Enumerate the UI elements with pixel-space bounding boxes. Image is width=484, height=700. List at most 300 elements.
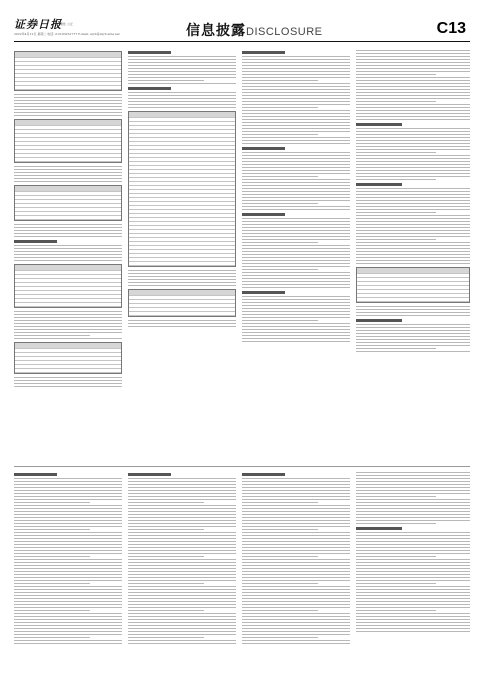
text-line <box>128 598 236 599</box>
text-line <box>356 589 470 590</box>
text-line <box>128 68 236 69</box>
text-line <box>14 178 122 179</box>
text-line <box>14 511 122 512</box>
subheading <box>356 319 402 322</box>
text-line <box>128 493 236 494</box>
text-line <box>242 610 318 611</box>
data-table <box>14 342 122 374</box>
text-line <box>14 625 122 626</box>
text-line <box>242 326 350 327</box>
text-line <box>14 314 122 315</box>
text-line <box>242 176 318 177</box>
text-line <box>242 218 350 219</box>
text-line <box>128 631 236 632</box>
page-number: C13 <box>436 20 466 37</box>
text-line <box>356 83 470 84</box>
text-line <box>128 544 236 545</box>
text-line <box>128 511 236 512</box>
text-line <box>356 559 470 560</box>
text-line <box>356 176 470 177</box>
text-line <box>356 568 470 569</box>
text-line <box>14 172 122 173</box>
text-line <box>242 499 350 500</box>
text-line <box>356 254 470 255</box>
text-line <box>356 484 470 485</box>
text-line <box>128 625 236 626</box>
text-line <box>14 94 122 95</box>
text-line <box>242 89 350 90</box>
text-line <box>356 173 470 174</box>
text-line <box>14 100 122 101</box>
text-line <box>128 95 236 96</box>
text-line <box>356 553 470 554</box>
text-line <box>242 637 318 638</box>
text-line <box>14 556 90 557</box>
text-line <box>356 616 470 617</box>
text-line <box>356 535 470 536</box>
text-line <box>14 254 122 255</box>
text-line <box>356 496 436 497</box>
text-line <box>356 538 470 539</box>
text-line <box>356 239 436 240</box>
text-line <box>242 496 350 497</box>
text-line <box>242 98 350 99</box>
text-line <box>356 215 470 216</box>
text-line <box>356 191 470 192</box>
text-line <box>14 607 122 608</box>
subheading <box>242 147 285 150</box>
text-line <box>356 107 470 108</box>
text-line <box>242 125 350 126</box>
text-line <box>242 74 350 75</box>
text-line <box>128 508 236 509</box>
text-line <box>356 475 470 476</box>
text-line <box>356 104 470 105</box>
text-line <box>356 333 470 334</box>
text-line <box>14 616 122 617</box>
text-line <box>14 481 122 482</box>
text-line <box>242 568 350 569</box>
text-line <box>242 155 350 156</box>
table-row <box>15 158 121 162</box>
text-line <box>242 131 350 132</box>
text-line <box>128 547 236 548</box>
text-line <box>128 56 236 57</box>
subheading <box>356 527 402 530</box>
text-line <box>356 119 470 120</box>
text-line <box>128 285 236 286</box>
text-line <box>356 98 470 99</box>
text-line <box>128 556 204 557</box>
text-line <box>356 574 470 575</box>
text-line <box>14 526 122 527</box>
text-line <box>242 152 350 153</box>
text-line <box>242 604 350 605</box>
text-line <box>128 610 204 611</box>
text-line <box>128 484 236 485</box>
text-line <box>128 104 236 105</box>
text-line <box>128 77 236 78</box>
text-line <box>128 580 236 581</box>
text-line <box>128 101 236 102</box>
text-line <box>242 308 350 309</box>
text-line <box>242 601 350 602</box>
text-line <box>128 481 236 482</box>
text-line <box>242 547 350 548</box>
text-line <box>14 502 90 503</box>
data-table <box>356 267 470 303</box>
text-line <box>356 523 436 524</box>
text-line <box>14 514 122 515</box>
text-line <box>128 559 236 560</box>
text-line <box>356 562 470 563</box>
text-line <box>14 320 122 321</box>
text-line <box>242 101 350 102</box>
text-line <box>242 257 350 258</box>
text-line <box>14 553 122 554</box>
text-line <box>242 182 350 183</box>
text-line <box>14 550 122 551</box>
text-line <box>242 592 350 593</box>
text-line <box>242 248 350 249</box>
text-line <box>242 559 350 560</box>
text-line <box>356 336 470 337</box>
text-line <box>242 317 350 318</box>
text-line <box>242 59 350 60</box>
text-line <box>356 339 470 340</box>
text-line <box>14 169 122 170</box>
text-line <box>242 71 350 72</box>
subheading <box>242 291 285 294</box>
text-line <box>242 107 318 108</box>
text-line <box>356 197 470 198</box>
text-line <box>242 260 350 261</box>
subheading <box>242 213 285 216</box>
text-line <box>356 342 470 343</box>
text-line <box>356 131 470 132</box>
text-line <box>14 317 122 318</box>
text-line <box>14 631 122 632</box>
text-line <box>128 92 236 93</box>
text-line <box>356 577 470 578</box>
text-line <box>242 634 350 635</box>
subheading <box>14 473 57 476</box>
text-line <box>128 550 236 551</box>
text-line <box>128 523 236 524</box>
text-line <box>242 134 318 135</box>
text-line <box>356 56 470 57</box>
text-line <box>14 112 122 113</box>
text-line <box>356 236 470 237</box>
text-line <box>356 68 470 69</box>
text-line <box>128 628 236 629</box>
text-line <box>242 104 350 105</box>
text-line <box>14 332 122 333</box>
text-line <box>356 607 470 608</box>
text-line <box>128 565 236 566</box>
text-line <box>242 200 350 201</box>
text-line <box>356 224 470 225</box>
text-line <box>356 227 470 228</box>
text-line <box>356 610 436 611</box>
text-line <box>356 565 470 566</box>
text-line <box>356 74 436 75</box>
text-line <box>242 625 350 626</box>
text-line <box>128 487 236 488</box>
text-line <box>356 110 470 111</box>
text-line <box>128 62 236 63</box>
text-line <box>242 323 350 324</box>
text-line <box>128 568 236 569</box>
text-line <box>14 496 122 497</box>
text-line <box>242 197 350 198</box>
text-line <box>242 598 350 599</box>
text-line <box>356 505 470 506</box>
text-line <box>242 628 350 629</box>
text-line <box>14 640 122 641</box>
text-line <box>242 341 350 342</box>
text-line <box>356 116 470 117</box>
text-line <box>356 230 470 231</box>
text-line <box>356 167 470 168</box>
text-line <box>14 532 122 533</box>
text-line <box>14 257 122 258</box>
text-line <box>242 520 350 521</box>
text-line <box>242 254 350 255</box>
text-line <box>356 598 470 599</box>
text-line <box>242 296 350 297</box>
text-line <box>356 155 470 156</box>
data-table <box>14 264 122 308</box>
text-line <box>242 230 350 231</box>
text-line <box>356 86 470 87</box>
text-line <box>128 619 236 620</box>
text-line <box>356 622 470 623</box>
text-line <box>128 490 236 491</box>
text-line <box>242 191 350 192</box>
text-line <box>356 137 470 138</box>
text-line <box>14 175 122 176</box>
text-line <box>242 622 350 623</box>
text-line <box>356 257 470 258</box>
text-line <box>242 320 318 321</box>
text-line <box>14 580 122 581</box>
text-line <box>14 109 122 110</box>
text-line <box>242 95 350 96</box>
text-line <box>128 553 236 554</box>
text-line <box>242 287 350 288</box>
text-line <box>356 586 470 587</box>
text-line <box>242 272 350 273</box>
text-line <box>14 103 122 104</box>
text-line <box>242 158 350 159</box>
text-line <box>14 628 122 629</box>
text-line <box>128 98 236 99</box>
text-line <box>242 113 350 114</box>
text-line <box>14 586 122 587</box>
text-line <box>242 86 350 87</box>
section-divider <box>14 466 470 467</box>
table-row <box>15 86 121 90</box>
text-line <box>242 119 350 120</box>
text-line <box>14 115 122 116</box>
text-line <box>14 559 122 560</box>
text-line <box>128 270 236 271</box>
text-line <box>128 282 236 283</box>
text-line <box>242 616 350 617</box>
text-line <box>242 284 350 285</box>
text-line <box>242 62 350 63</box>
text-line <box>356 556 436 557</box>
text-line <box>242 583 318 584</box>
text-line <box>14 610 90 611</box>
text-line <box>128 107 236 108</box>
data-table <box>128 111 236 267</box>
text-line <box>128 71 236 72</box>
column-3 <box>242 48 350 344</box>
text-line <box>14 311 122 312</box>
text-line <box>128 273 236 274</box>
text-line <box>14 538 122 539</box>
text-line <box>128 592 236 593</box>
text-line <box>242 233 350 234</box>
text-line <box>14 248 122 249</box>
text-line <box>242 224 350 225</box>
text-line <box>356 583 436 584</box>
text-line <box>14 478 122 479</box>
text-line <box>242 65 350 66</box>
text-line <box>242 173 350 174</box>
text-line <box>356 62 470 63</box>
text-line <box>242 80 318 81</box>
text-line <box>356 143 470 144</box>
text-line <box>242 553 350 554</box>
text-line <box>356 149 470 150</box>
text-line <box>356 541 470 542</box>
text-line <box>128 616 236 617</box>
text-line <box>14 490 122 491</box>
text-line <box>128 514 236 515</box>
text-line <box>356 517 470 518</box>
text-line <box>356 547 470 548</box>
text-line <box>242 128 350 129</box>
table-row <box>129 312 235 316</box>
text-line <box>14 97 122 98</box>
text-line <box>242 481 350 482</box>
text-line <box>242 508 350 509</box>
text-line <box>128 505 236 506</box>
text-line <box>128 589 236 590</box>
text-line <box>242 143 350 144</box>
text-line <box>128 607 236 608</box>
text-line <box>14 224 122 225</box>
text-line <box>242 619 350 620</box>
text-line <box>356 628 470 629</box>
text-line <box>14 601 122 602</box>
data-table <box>128 289 236 317</box>
text-line <box>356 499 470 500</box>
text-line <box>356 89 470 90</box>
text-line <box>14 377 122 378</box>
text-line <box>128 541 236 542</box>
text-line <box>356 146 470 147</box>
text-line <box>356 631 470 632</box>
text-line <box>242 517 350 518</box>
text-line <box>14 574 122 575</box>
text-line <box>356 158 470 159</box>
text-line <box>356 604 470 605</box>
text-line <box>14 505 122 506</box>
text-line <box>356 164 470 165</box>
text-line <box>128 323 236 324</box>
text-line <box>14 547 122 548</box>
section-title-en: DISCLOSURE <box>246 26 323 38</box>
text-line <box>242 535 350 536</box>
text-line <box>242 311 350 312</box>
text-line <box>14 484 122 485</box>
text-line <box>14 487 122 488</box>
text-line <box>128 520 236 521</box>
text-line <box>14 637 90 638</box>
text-line <box>356 203 470 204</box>
text-line <box>242 278 350 279</box>
text-line <box>14 592 122 593</box>
text-line <box>242 643 350 644</box>
data-table <box>14 119 122 163</box>
text-line <box>242 92 350 93</box>
text-line <box>356 472 470 473</box>
text-line <box>242 574 350 575</box>
text-line <box>242 185 350 186</box>
text-line <box>356 77 470 78</box>
text-line <box>128 583 204 584</box>
text-line <box>14 236 122 237</box>
text-line <box>242 206 350 207</box>
text-line <box>128 532 236 533</box>
table-row <box>357 298 469 302</box>
text-line <box>242 305 350 306</box>
subheading <box>356 123 402 126</box>
text-line <box>128 59 236 60</box>
text-line <box>14 598 122 599</box>
text-line <box>356 242 470 243</box>
text-line <box>14 106 122 107</box>
text-line <box>128 279 236 280</box>
text-line <box>14 520 122 521</box>
text-line <box>128 643 236 644</box>
text-line <box>242 137 350 138</box>
text-line <box>242 640 350 641</box>
text-line <box>128 499 236 500</box>
text-line <box>242 299 350 300</box>
text-line <box>356 179 436 180</box>
text-line <box>128 276 236 277</box>
text-line <box>356 619 470 620</box>
text-line <box>356 188 470 189</box>
text-line <box>356 59 470 60</box>
text-line <box>356 595 470 596</box>
text-line <box>128 496 236 497</box>
text-line <box>242 188 350 189</box>
text-line <box>356 200 470 201</box>
text-line <box>128 538 236 539</box>
text-line <box>356 315 470 316</box>
text-line <box>356 263 470 264</box>
text-line <box>242 245 350 246</box>
text-line <box>242 275 350 276</box>
text-line <box>242 550 350 551</box>
text-line <box>356 348 436 349</box>
